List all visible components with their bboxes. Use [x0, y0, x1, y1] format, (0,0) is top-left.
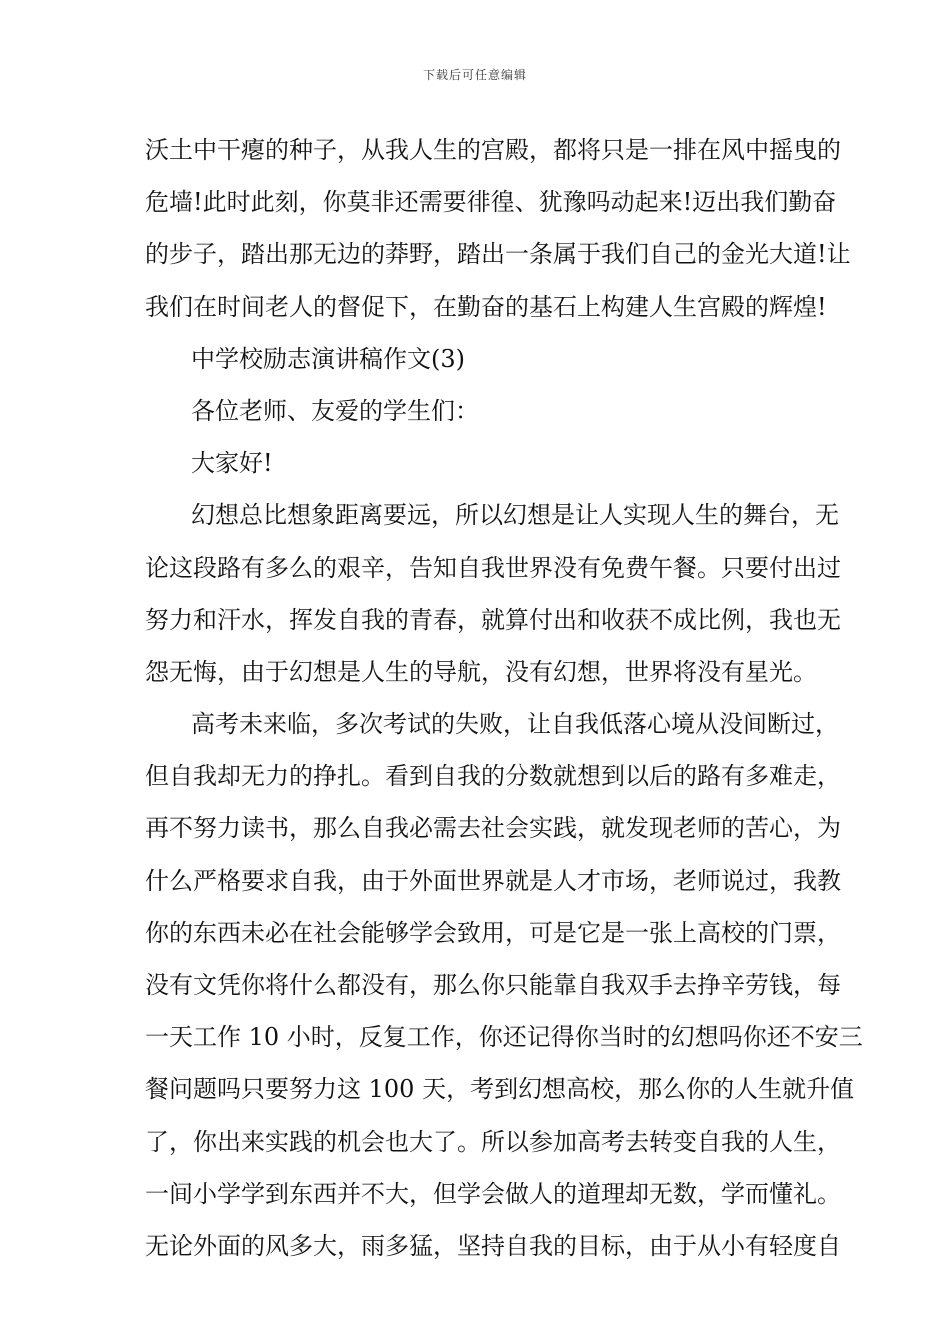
text-line: 各位老师、友爱的学生们：: [191, 396, 479, 425]
text-line: 没有文凭你将什么都没有，那么你只能靠自我双手去挣辛劳钱，每: [145, 971, 841, 999]
text-line: 幻想总比想象距离要远，所以幻想是让人实现人生的舞台，无: [191, 501, 839, 530]
document-body: [145, 124, 863, 1272]
text-line: 什么严格要求自我，由于外面世界就是人才市场，老师说过，我教: [145, 866, 841, 895]
text-line: 怨无悔，由于幻想是人生的导航，没有幻想，世界将没有星光。: [145, 657, 817, 686]
page-header-note: 下载后可任意编辑: [422, 68, 527, 82]
text-line: 我们在时间老人的督促下，在勤奋的基石上构建人生宫殿的辉煌!: [145, 292, 827, 321]
text-line: 高考未来临，多次考试的失败，让自我低落心境从没间断过，: [191, 710, 839, 739]
text-line: 沃土中干瘪的种子，从我人生的宫殿，都将只是一排在风中摇曳的: [145, 136, 841, 164]
text-line: 危墙!此时此刻，你莫非还需要徘徨、犹豫吗动起来!迈出我们勤奋: [145, 188, 837, 217]
text-line: 但自我却无力的挣扎。看到自我的分数就想到以后的路有多难走，: [145, 762, 841, 791]
text-line: 一天工作 10 小时，反复工作，你还记得你当时的幻想吗你还不安三: [145, 1023, 863, 1052]
text-line: 大家好!: [191, 449, 273, 478]
text-line: 努力和汗水，挥发自我的青春，就算付出和收获不成比例，我也无: [145, 605, 841, 634]
text-line: 餐问题吗只要努力这 100 天，考到幻想高校，那么你的人生就升值: [145, 1075, 855, 1104]
text-line: 你的东西未必在社会能够学会致用，可是它是一张上高校的门票，: [145, 918, 841, 947]
text-line: 的步子，踏出那无边的莽野，踏出一条属于我们自己的金光大道!让: [145, 240, 851, 269]
text-line: 再不努力读书，那么自我必需去社会实践，就发现老师的苦心，为: [145, 814, 841, 843]
text-line: 中学校励志演讲稿作文(3): [191, 344, 465, 373]
text-line: 了，你出来实践的机会也大了。所以参加高考去转变自我的人生，: [145, 1127, 841, 1156]
text-line: 无论外面的风多大，雨多猛，坚持自我的目标，由于从小有轻度自: [145, 1231, 841, 1260]
text-line: 论这段路有多么的艰辛，告知自我世界没有免费午餐。只要付出过: [145, 553, 841, 582]
text-line: 一间小学学到东西并不大，但学会做人的道理却无数，学而懂礼。: [145, 1179, 841, 1208]
